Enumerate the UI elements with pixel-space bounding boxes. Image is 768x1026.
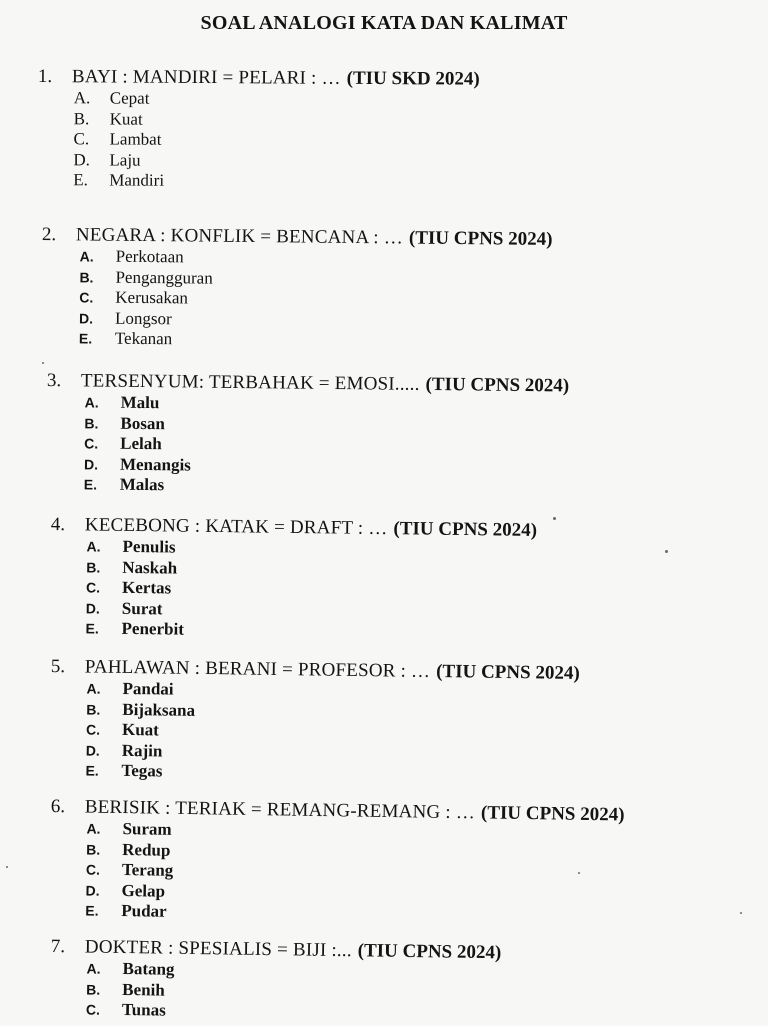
option-letter: B.	[86, 841, 101, 858]
question-source: (TIU CPNS 2024)	[480, 802, 625, 826]
question-number: 4.	[50, 514, 66, 536]
question-text: DOKTER : SPESIALIS = BIJI :...	[84, 936, 352, 962]
option-e	[84, 474, 568, 500]
question-source: (TIU CPNS 2024)	[436, 661, 580, 684]
option-letter: B.	[86, 700, 101, 718]
question-number: 5.	[50, 656, 66, 678]
option-text: Penerbit	[121, 618, 185, 639]
option-letter: C.	[73, 129, 90, 149]
option-text: Pengangguran	[115, 267, 213, 288]
scan-speck	[740, 912, 742, 914]
option-letter: C.	[79, 289, 94, 306]
option-text: Mandiri	[109, 170, 165, 190]
option-b	[74, 109, 480, 132]
question-source: (TIU CPNS 2024)	[357, 940, 502, 964]
option-text: Tekanan	[114, 328, 173, 349]
option-c	[86, 999, 501, 1025]
option-letter: A.	[86, 820, 101, 837]
option-list	[85, 678, 579, 787]
option-text: Lambat	[109, 129, 162, 149]
option-text: Lelah	[120, 433, 162, 454]
option-text: Kuat	[121, 719, 160, 740]
question-text: TERSENYUM: TERBAHAK = EMOSI.....	[80, 370, 420, 395]
option-text: Tunas	[121, 999, 166, 1020]
option-letter: C.	[85, 721, 101, 738]
option-letter: E.	[85, 620, 99, 637]
question-number: 3.	[46, 370, 62, 392]
option-letter: C.	[84, 435, 99, 452]
option-text: Naskah	[122, 557, 178, 578]
scan-speck	[6, 866, 8, 868]
question-source: (TIU CPNS 2024)	[425, 373, 570, 397]
option-letter: C.	[85, 1001, 101, 1018]
option-text: Penulis	[122, 536, 176, 557]
option-text: Malu	[120, 392, 160, 413]
option-text: Surat	[121, 598, 163, 618]
question-stem	[38, 66, 480, 91]
option-list	[73, 88, 479, 193]
option-letter: D.	[85, 599, 100, 617]
option-list	[85, 819, 624, 929]
option-text: Perkotaan	[115, 246, 184, 267]
question-number: 7.	[50, 936, 66, 958]
option-letter: B.	[79, 268, 94, 285]
option-letter: A.	[86, 680, 101, 697]
option-letter: E.	[85, 902, 99, 919]
option-letter: B.	[73, 108, 90, 128]
question-text: NEGARA : KONFLIK = BENCANA : …	[75, 224, 404, 249]
option-text: Pandai	[122, 678, 174, 699]
scan-speck	[42, 362, 44, 364]
question-source: (TIU SKD 2024)	[346, 67, 480, 90]
option-text: Redup	[122, 839, 171, 860]
question-text: KECEBONG : KATAK = DRAFT : …	[84, 514, 388, 540]
question-number: 2.	[41, 224, 57, 246]
option-list	[86, 959, 501, 1026]
question-text: PAHLAWAN : BERANI = PROFESOR : …	[84, 656, 431, 682]
question-source: (TIU CPNS 2024)	[408, 227, 553, 250]
option-letter: E.	[73, 170, 89, 190]
option-text: Kertas	[121, 577, 172, 598]
option-text: Malas	[119, 474, 165, 495]
option-letter: E.	[83, 476, 98, 493]
option-d	[73, 150, 479, 173]
question-5	[49, 656, 579, 787]
option-letter: C.	[85, 861, 101, 878]
option-text: Longsor	[115, 308, 172, 328]
option-text: Suram	[122, 819, 172, 839]
option-letter: A.	[84, 394, 99, 411]
option-a	[74, 88, 480, 111]
option-text: Benih	[122, 979, 165, 1000]
option-e	[79, 328, 552, 353]
question-source: (TIU CPNS 2024)	[393, 518, 538, 541]
option-list	[84, 392, 569, 500]
option-e	[73, 170, 479, 193]
option-letter: D.	[83, 455, 99, 473]
option-letter: B.	[84, 414, 99, 432]
option-letter: D.	[85, 741, 100, 759]
question-number: 1.	[37, 66, 53, 88]
option-letter: A.	[86, 960, 101, 977]
option-letter: A.	[79, 248, 94, 265]
option-letter: C.	[86, 579, 101, 596]
option-letter: B.	[86, 980, 101, 998]
option-letter: D.	[85, 882, 100, 899]
option-text: Laju	[109, 149, 141, 170]
option-letter: D.	[79, 309, 94, 326]
option-letter: E.	[85, 762, 99, 779]
option-text: Kerusakan	[115, 287, 189, 308]
scan-speck	[553, 517, 556, 520]
option-list	[79, 246, 553, 353]
question-text: BERISIK : TERIAK = REMANG-REMANG : …	[84, 796, 476, 824]
question-number: 6.	[50, 796, 66, 818]
option-text: Bijaksana	[122, 699, 196, 720]
option-text: Pudar	[121, 901, 167, 921]
option-list	[85, 536, 536, 644]
question-3	[46, 370, 570, 500]
option-letter: E.	[78, 330, 93, 347]
option-text: Bosan	[120, 413, 165, 433]
option-text: Menangis	[119, 454, 191, 475]
option-e	[85, 618, 535, 644]
option-text: Kuat	[109, 108, 143, 129]
option-c	[73, 129, 479, 152]
question-7	[50, 936, 502, 1026]
option-text: Gelap	[121, 880, 166, 901]
option-text: Cepat	[109, 88, 150, 108]
option-text: Tegas	[121, 760, 163, 781]
question-text: BAYI : MANDIRI = PELARI : …	[71, 66, 341, 89]
option-letter: A.	[73, 88, 91, 108]
question-6	[49, 796, 625, 929]
page-title: SOAL ANALOGI KATA DAN KALIMAT	[200, 12, 568, 34]
option-letter: D.	[73, 149, 91, 169]
option-letter: A.	[86, 538, 101, 555]
option-text: Rajin	[121, 740, 163, 760]
option-text: Batang	[122, 959, 175, 979]
option-letter: B.	[86, 558, 101, 576]
question-2	[41, 224, 553, 353]
question-4	[49, 514, 537, 644]
option-text: Terang	[121, 860, 174, 880]
question-1	[37, 66, 480, 193]
scan-speck	[665, 550, 668, 553]
scan-speck	[578, 872, 580, 874]
